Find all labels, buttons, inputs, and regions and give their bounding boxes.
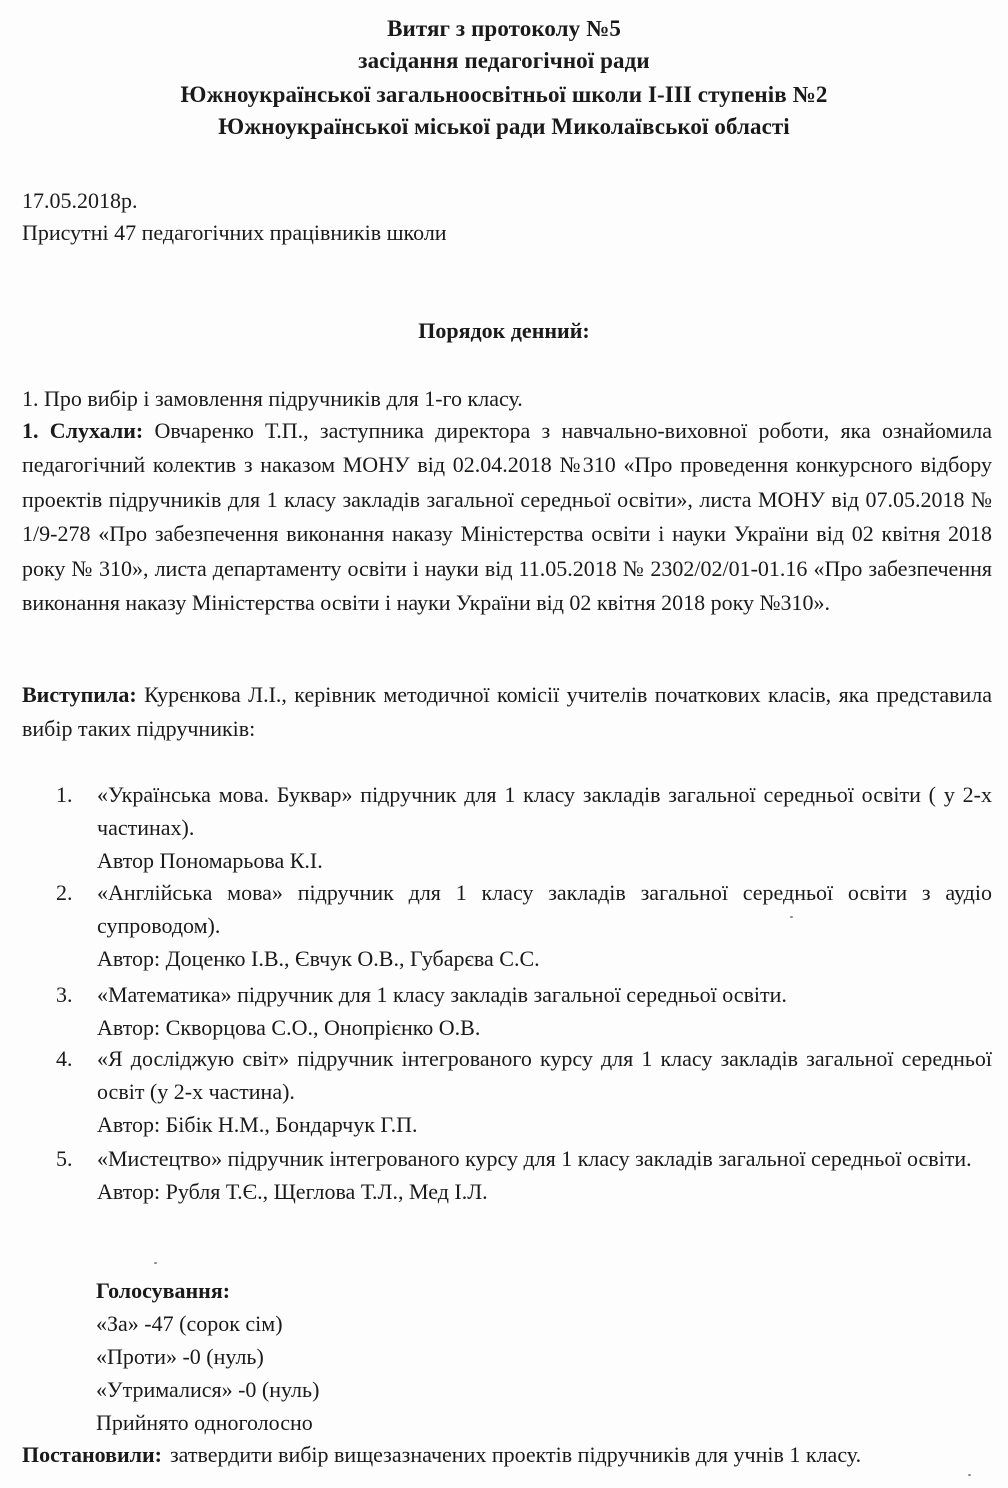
heard-paragraph	[22, 414, 992, 620]
document-title: Витяг з протоколу №5	[387, 16, 621, 41]
textbook-author: Автор: Бібік Н.М., Бондарчук Г.П.	[97, 1112, 418, 1137]
agenda-heading: Порядок денний:	[418, 318, 590, 343]
vote-abstain: «Утрималися» -0 (нуль)	[96, 1377, 320, 1402]
textbook-number: 3.	[56, 982, 73, 1007]
textbook-item	[56, 876, 992, 975]
vote-result: Прийнято одноголосно	[96, 1410, 313, 1435]
vote-for: «За» -47 (сорок сім)	[96, 1311, 283, 1336]
textbook-number: 5.	[56, 1146, 73, 1171]
resolution-text: затвердити вибір вищезазначених проектів підручників для учнів 1 класу.	[169, 1442, 862, 1467]
textbook-author: Автор: Скворцова С.О., Онопрієнко О.В.	[97, 1015, 481, 1040]
textbook-author: Автор: Доценко І.В., Євчук О.В., Губарєва С.С.	[97, 946, 540, 971]
textbook-title: «Англійська мова» підручник для 1 класу закладів загальної середньої освіти з аудіо супроводом).	[97, 880, 992, 938]
textbook-item	[56, 778, 992, 877]
voting-heading: Голосування:	[96, 1278, 231, 1303]
textbook-author: Автор Пономарьова К.І.	[97, 848, 323, 873]
speaker-paragraph	[22, 678, 992, 747]
textbook-number: 2.	[56, 880, 73, 905]
heard-label: 1. Слухали:	[22, 418, 144, 443]
vote-against: «Проти» -0 (нуль)	[96, 1344, 264, 1369]
council-name: Южноукраїнської міської ради Миколаївської області	[218, 114, 790, 139]
speaker-label: Виступила:	[22, 682, 137, 707]
textbook-author: Автор: Рубля Т.Є., Щеглова Т.Л., Мед І.Л.	[97, 1179, 488, 1204]
meeting-date: 17.05.2018р.	[22, 188, 138, 213]
textbook-number: 4.	[56, 1046, 73, 1071]
scan-speck	[968, 1474, 971, 1476]
textbook-title: «Українська мова. Буквар» підручник для 1 класу закладів загальної середньої освіти ( у 2-х частинах).	[97, 782, 992, 840]
meeting-name: засідання педагогічної ради	[358, 48, 650, 73]
textbook-number: 1.	[56, 782, 73, 807]
speaker-text: Курєнкова Л.І., керівник методичної комісії учителів початкових класів, яка представила вибір таких підручників:	[22, 682, 992, 742]
school-name: Южноукраїнської загальноосвітньої школи І-ІІІ ступенів №2	[180, 82, 828, 107]
textbook-item	[56, 978, 992, 1044]
textbook-item	[56, 1142, 992, 1208]
resolution-label: Постановили:	[22, 1442, 162, 1467]
textbook-title: «Математика» підручник для 1 класу закладів загальної середньої освіти.	[97, 982, 787, 1007]
scan-speck	[790, 916, 793, 918]
textbook-title: «Я досліджую світ» підручник інтегрованого курсу для 1 класу закладів загальної середньої освіт (у 2-х частина).	[97, 1046, 992, 1104]
textbook-item	[56, 1042, 992, 1141]
heard-text: Овчаренко Т.П., заступника директора з навчально-виховної роботи, яка ознайомила педагогічний колектив з наказом МОНУ від 02.04.2018 №310 «Про проведення конкурсного відбору проектів підручників для 1 класу закладів загальної середньої освіти», листа МОНУ від 07.05.2018 № 1/9-278 «Про забезпечення виконання наказу Міністерства освіти і науки України від 02 квітня 2018 року № 310», листа департаменту освіти і науки від 11.05.2018 № 2302/02/01-01.16 «Про забезпечення виконання наказу Міністерства освіти і науки України від 02 квітня 2018 року №310».	[22, 418, 993, 616]
attendance-note: Присутні 47 педагогічних працівників школи	[22, 220, 447, 245]
resolution	[22, 1440, 861, 1470]
scan-speck	[154, 1262, 157, 1264]
agenda-item: 1. Про вибір і замовлення підручників для 1-го класу.	[22, 386, 523, 411]
textbook-title: «Мистецтво» підручник інтегрованого курсу для 1 класу закладів загальної середньої освіти.	[97, 1146, 972, 1171]
